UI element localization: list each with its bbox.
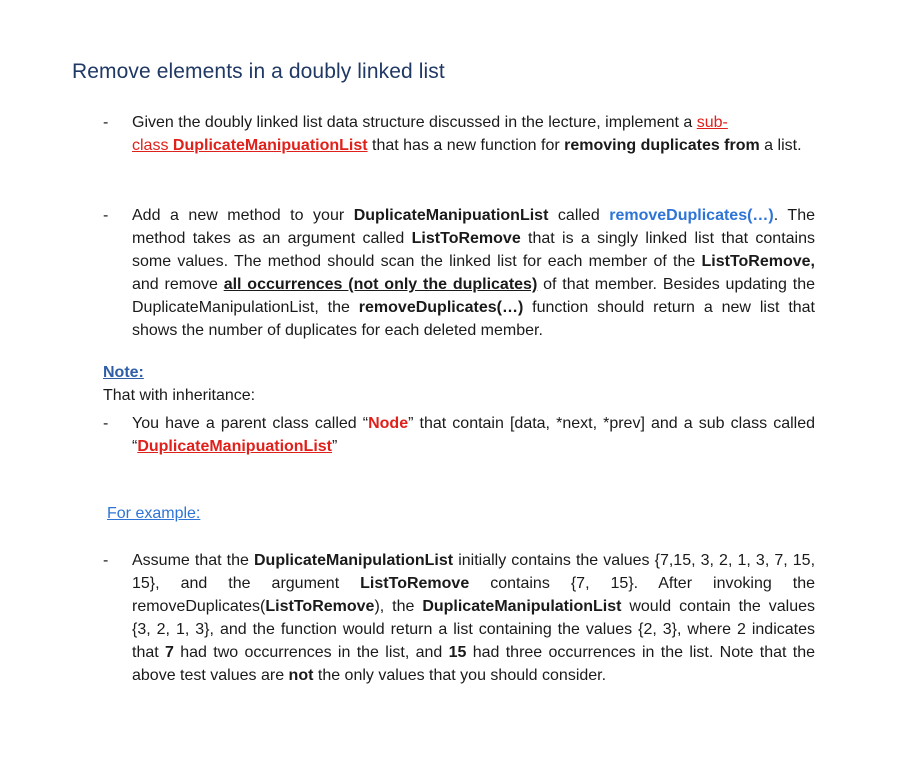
bullet-3: -: [103, 415, 109, 432]
bold-method: removeDuplicates(…): [358, 299, 524, 316]
text: the only values that you should consider.: [313, 667, 607, 684]
bold-class-name: DuplicateManipuationList: [353, 207, 549, 224]
text: Assume that the: [132, 552, 254, 569]
bold-argument: ListToRemove: [360, 575, 470, 592]
text: a list.: [759, 137, 802, 154]
page-title: Remove elements in a doubly linked list: [72, 60, 445, 83]
text: and remove: [132, 276, 224, 293]
sub-class-term: sub-: [696, 114, 728, 131]
bold-argument: ListToRemove: [411, 230, 521, 247]
text: initially contains the values {7,15, 3, 2, 1, 3, 7, 15, 15}, and the argument: [132, 552, 816, 592]
text: function should return a new list that shows the number of duplicates for each deleted member.: [132, 299, 816, 339]
text: had two occurrences in the list, and: [173, 644, 449, 661]
method-name-highlight: removeDuplicates(…): [609, 207, 774, 224]
note-heading: Note:: [103, 364, 144, 381]
text: Given the doubly linked list data structure discussed in the lecture, implement a: [132, 114, 697, 131]
example-heading: For example:: [107, 505, 201, 522]
bold-argument: ListToRemove,: [701, 253, 815, 270]
bold-number: 7: [165, 644, 174, 661]
underlined-emphasis: all occurrences (not only the duplicates): [223, 276, 538, 293]
sub-class-term-cont: class: [132, 137, 173, 154]
paragraph-method-task: [132, 204, 815, 342]
bold-class-name: DuplicateManipulationList: [253, 552, 454, 569]
text: would contain the values {3, 2, 1, 3}, and the function would return a list containing the values {2, 3}, where 2 indicates that: [132, 598, 816, 661]
bold-number: 15: [448, 644, 467, 661]
text: ”: [332, 438, 338, 455]
class-name-highlight: DuplicateManipuationList: [172, 137, 368, 154]
text: that has a new function for: [367, 137, 565, 154]
node-class-name: Node: [368, 415, 409, 432]
text: ), the: [374, 598, 423, 615]
bullet-2: -: [103, 207, 109, 224]
subclass-name: DuplicateManipuationList: [137, 438, 332, 455]
paragraph-subclass-task: [132, 111, 815, 157]
bold-text: removing duplicates from: [564, 137, 760, 154]
text: that is a singly linked list that contains some values. The method should scan the linked list for each member of the: [132, 230, 816, 270]
text: Add a new method to your: [132, 207, 354, 224]
bold-argument: ListToRemove: [265, 598, 375, 615]
text: ” that contain [data, *next, *prev] and a sub class called “: [132, 415, 816, 455]
bold-emphasis: not: [288, 667, 314, 684]
paragraph-example: [132, 549, 815, 687]
text: contains {7, 15}. After invoking the removeDuplicates(: [132, 575, 815, 615]
bullet-4: -: [103, 552, 109, 569]
text: called: [548, 207, 610, 224]
paragraph-inheritance-note: [132, 412, 815, 458]
bullet-1: -: [103, 114, 109, 131]
note-text: That with inheritance:: [103, 387, 256, 404]
text: of that member. Besides updating the DuplicateManipulationList, the: [132, 276, 816, 316]
bold-class-name: DuplicateManipulationList: [422, 598, 622, 615]
text: . The method takes as an argument called: [132, 207, 816, 247]
text: had three occurrences in the list. Note that the above test values are: [132, 644, 816, 684]
text: You have a parent class called “: [132, 415, 369, 432]
